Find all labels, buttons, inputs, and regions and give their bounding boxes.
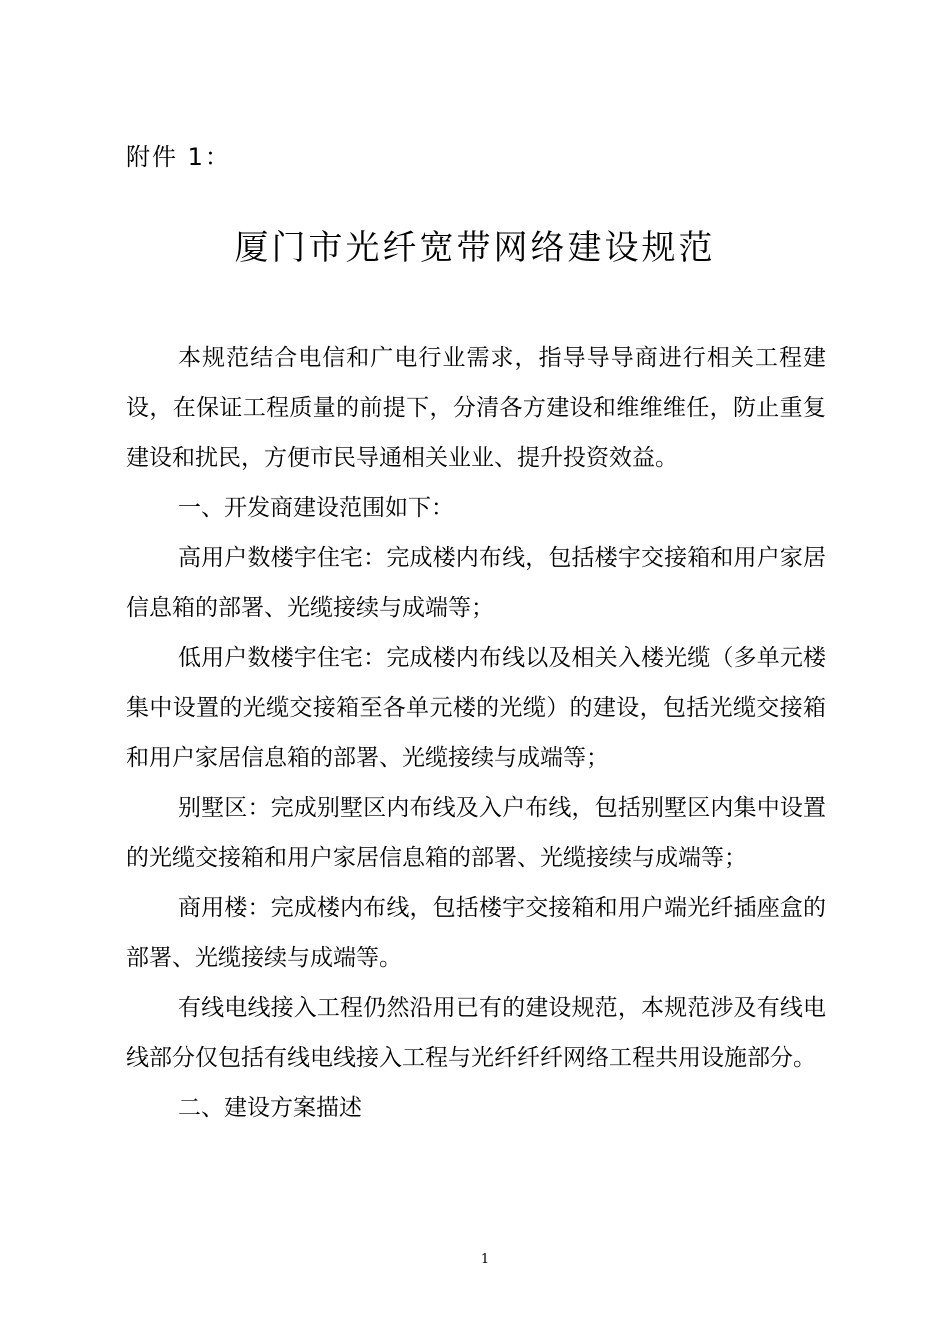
paragraph-villa-area: 别墅区：完成别墅区内布线及入户布线，包括别墅区内集中设置的光缆交接箱和用户家居信息箱的部署、光缆接续与成端等；	[126, 795, 826, 871]
page-number: 1	[480, 1252, 490, 1267]
document-body	[126, 333, 826, 1133]
paragraph-commercial-building: 商用楼：完成楼内布线，包括楼宇交接箱和用户端光纤插座盒的部署、光缆接续与成端等。	[126, 895, 826, 971]
intro-paragraph: 本规范结合电信和广电行业需求，指导导导商进行相关工程建设，在保证工程质量的前提下，分清各方建设和维维维任，防止重复建设和扰民，方便市民导通相关业业、提升投资效益。	[126, 345, 826, 471]
section-heading-2: 二、建设方案描述	[178, 1095, 362, 1121]
attachment-label: 附件 1：	[126, 143, 231, 171]
paragraph-cable-tv: 有线电线接入工程仍然沿用已有的建设规范，本规范涉及有线电线部分仅包括有线电线接入工程与光纤纤纤网络工程共用设施部分。	[126, 995, 826, 1071]
paragraph-low-rise-residential: 低用户数楼宇住宅：完成楼内布线以及相关入楼光缆（多单元楼集中设置的光缆交接箱至各单元楼的光缆）的建设，包括光缆交接箱和用户家居信息箱的部署、光缆接续与成端等；	[126, 645, 826, 771]
section-heading-1: 一、开发商建设范围如下：	[178, 495, 454, 521]
document-title: 厦门市光纤宽带网络建设规范	[234, 228, 716, 268]
paragraph-high-rise-residential: 高用户数楼宇住宅：完成楼内布线，包括楼宇交接箱和用户家居信息箱的部署、光缆接续与成端等；	[126, 545, 826, 621]
